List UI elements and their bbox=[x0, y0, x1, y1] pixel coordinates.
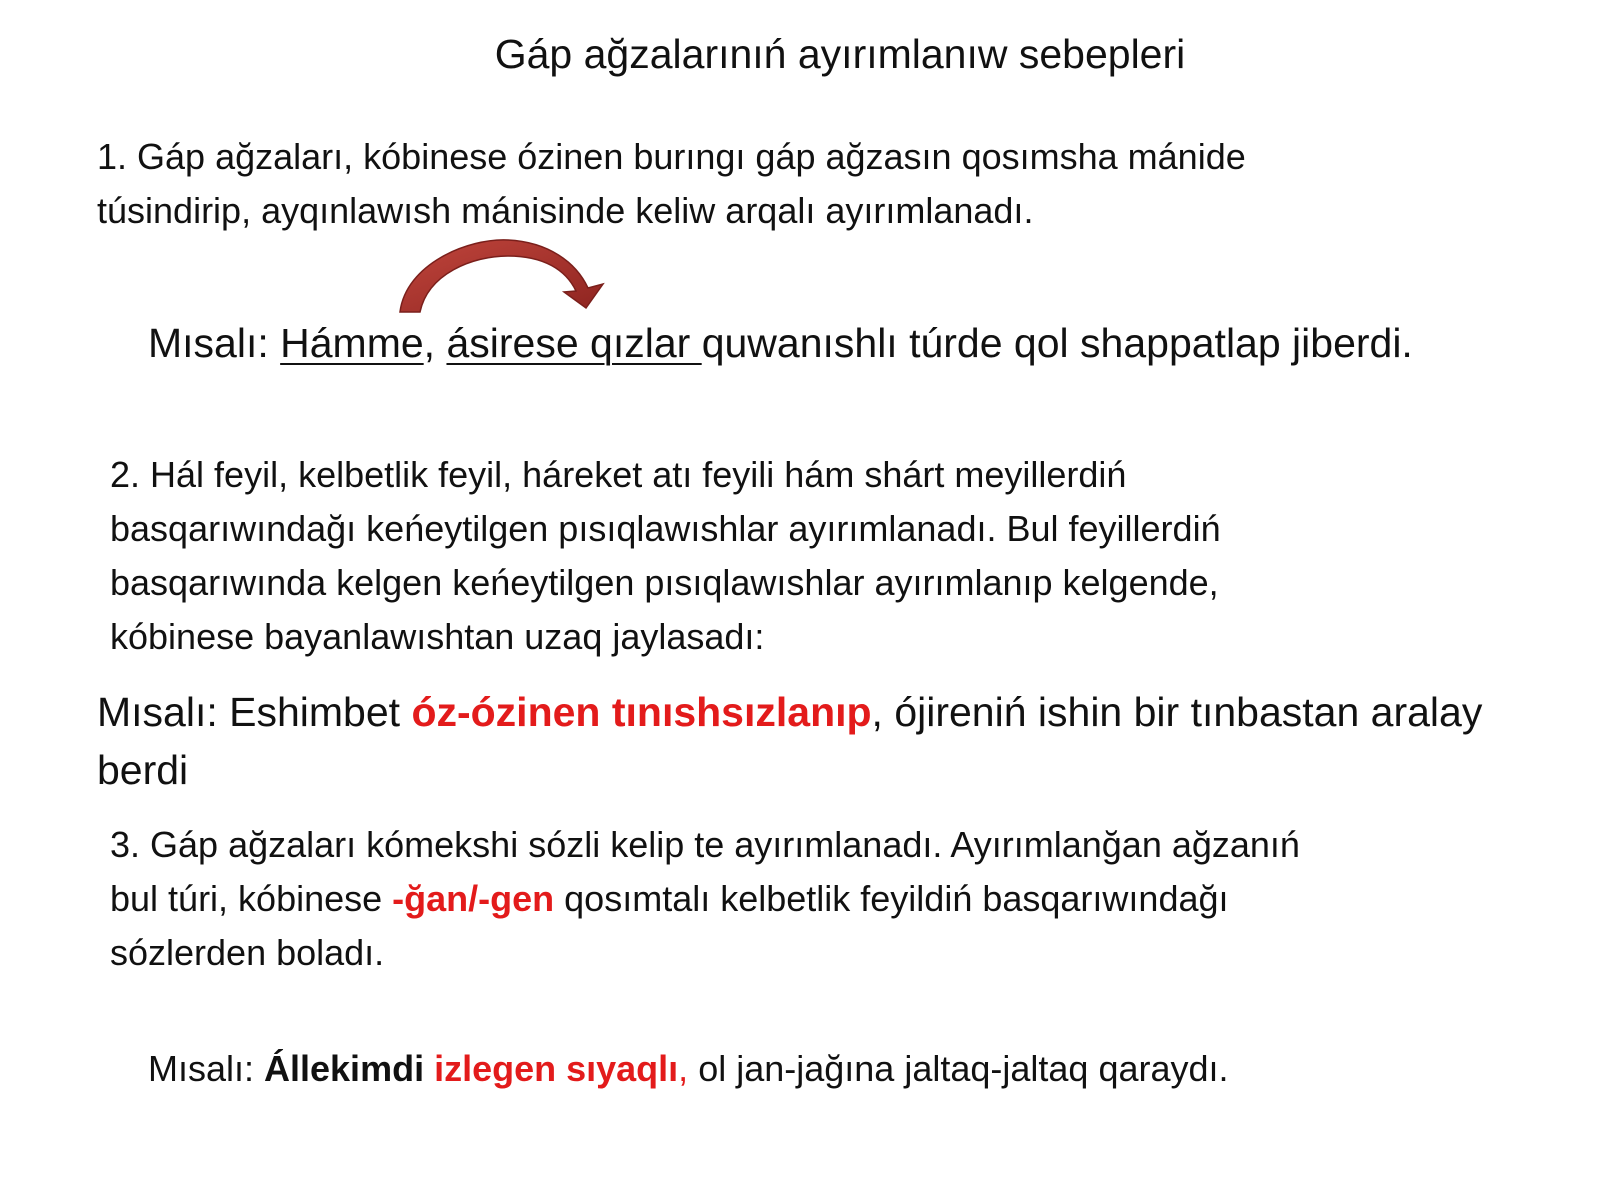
example-1-label: Mısalı: bbox=[148, 320, 281, 366]
rule-1-line: 1. Gáp ağzaları, kóbinese ózinen burıngı gáp ağzasın qosımsha mánide bbox=[97, 136, 1246, 177]
rule-2-line: 2. Hál feyil, kelbetlik feyil, háreket atı feyili hám shárt meyillerdiń bbox=[110, 454, 1127, 495]
example-1-word-1: Hámme bbox=[280, 320, 424, 366]
rule-2-line: basqarıwındağı keńeytilgen pısıqlawıshlar ayırımlanadı. Bul feyillerdiń bbox=[110, 508, 1221, 549]
rule-1 bbox=[97, 130, 1246, 238]
rule-3-suffix-highlight: -ğan/-gen bbox=[392, 878, 555, 919]
rule-3-line-2-prefix: bul túri, kóbinese bbox=[110, 878, 393, 919]
rule-2-line: kóbinese bayanlawıshtan uzaq jaylasadı: bbox=[110, 616, 765, 657]
example-3-label: Mısalı: bbox=[148, 1048, 265, 1089]
slide-title: Gáp ağzalarınıń ayırımlanıw sebepleri bbox=[494, 31, 1186, 77]
example-1-word-2: ásirese qızlar bbox=[446, 320, 702, 366]
example-1-rest: quwanıshlı túrde qol shappatlap jiberdi. bbox=[701, 320, 1413, 366]
example-1-comma: , bbox=[423, 320, 447, 366]
example-2-line-2: berdi bbox=[97, 747, 189, 793]
rule-3 bbox=[110, 818, 1300, 980]
example-3-comma: , bbox=[678, 1048, 689, 1089]
rule-3-line-1: 3. Gáp ağzaları kómekshi sózli kelip te ayırımlanadı. Ayırımlanğan ağzanıń bbox=[110, 824, 1300, 865]
example-3 bbox=[148, 1046, 1229, 1092]
rule-2-line: basqarıwında kelgen keńeytilgen pısıqlawıshlar ayırımlanıp kelgende, bbox=[110, 562, 1219, 603]
rule-3-line-2-suffix: qosımtalı kelbetlik feyildiń basqarıwındağı bbox=[554, 878, 1229, 919]
rule-2 bbox=[110, 448, 1221, 664]
example-3-highlight: izlegen sıyaqlı bbox=[434, 1048, 679, 1089]
example-2-prefix: Mısalı: Eshimbet bbox=[97, 689, 412, 735]
example-3-rest: ol jan-jağına jaltaq-jaltaq qaraydı. bbox=[688, 1048, 1229, 1089]
rule-3-line-3: sózlerden boladı. bbox=[110, 932, 385, 973]
example-2-suffix: , ójireniń ishin bir tınbastan aralay bbox=[871, 689, 1483, 735]
example-1 bbox=[148, 318, 1413, 368]
example-2-highlight: óz-ózinen tınıshsızlanıp bbox=[411, 689, 872, 735]
example-3-bold-word: Állekimdi bbox=[264, 1048, 435, 1089]
curved-arrow-icon bbox=[398, 236, 628, 326]
example-2 bbox=[97, 683, 1482, 799]
rule-1-line: túsindirip, ayqınlawısh mánisinde keliw arqalı ayırımlanadı. bbox=[97, 190, 1034, 231]
